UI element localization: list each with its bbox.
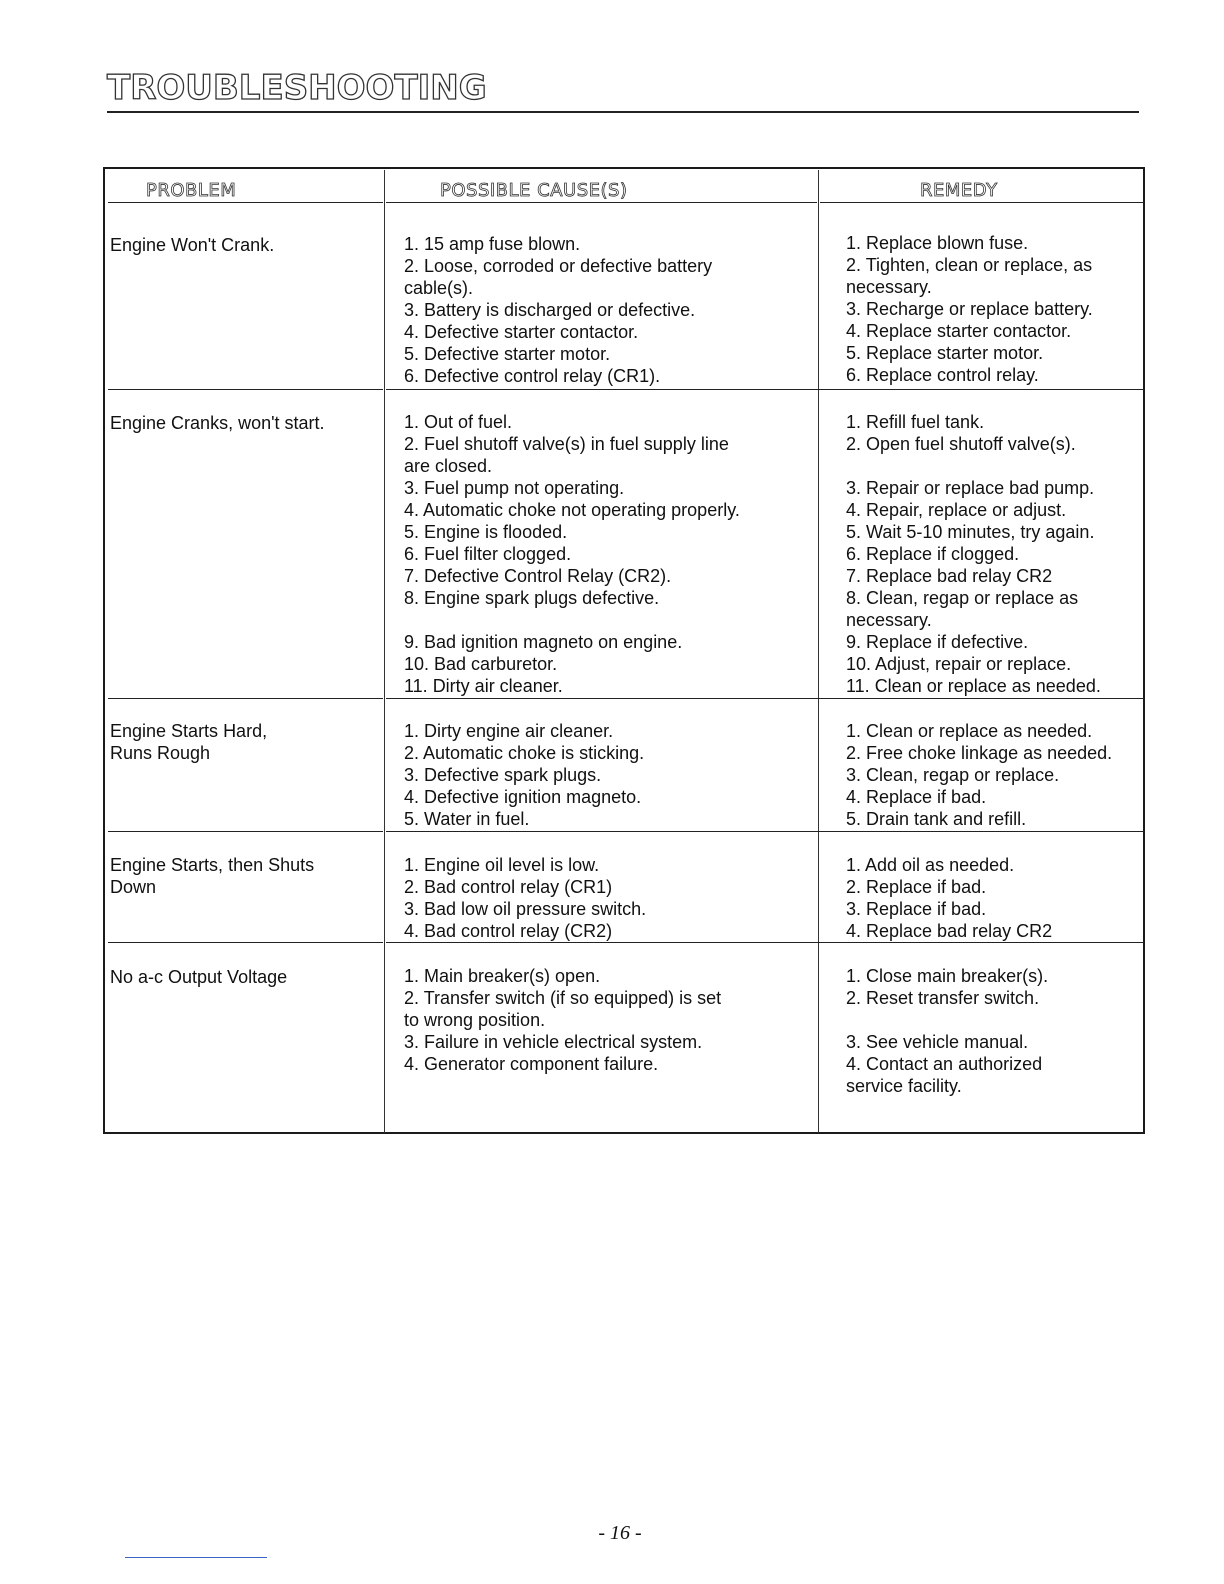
cause-line: are closed. [404, 456, 493, 476]
remedy-line: 6. Replace if clogged. [846, 544, 1020, 564]
remedy-line: 4. Repair, replace or adjust. [846, 500, 1067, 520]
cause-line: 4. Automatic choke not operating properly. [404, 500, 740, 520]
header-underline-remedy [820, 202, 1144, 203]
remedy-line: 3. See vehicle manual. [846, 1032, 1029, 1052]
cause-line: 5. Defective starter motor. [404, 344, 611, 364]
remedy-line: 3. Replace if bad. [846, 899, 987, 919]
row-divider [108, 698, 383, 699]
cause-line: 1. Main breaker(s) open. [404, 966, 601, 986]
problem-cell [110, 854, 380, 898]
causes-list [404, 233, 809, 387]
remedy-line [846, 1009, 1146, 1031]
remedy-line: 1. Close main breaker(s). [846, 966, 1049, 986]
problem-cell: Engine Cranks, won't start. [110, 413, 325, 433]
column-divider-problem-causes [384, 170, 385, 1133]
remedy-line: service facility. [846, 1076, 962, 1096]
cause-line: 5. Water in fuel. [404, 809, 530, 829]
remedy-line: 8. Clean, regap or replace as [846, 588, 1079, 608]
cause-line: 2. Fuel shutoff valve(s) in fuel supply line [404, 434, 729, 454]
column-divider-causes-remedy [818, 170, 819, 1133]
cause-line: 4. Defective ignition magneto. [404, 787, 642, 807]
cause-line: 2. Transfer switch (if so equipped) is set [404, 988, 722, 1008]
remedy-line: 11. Clean or replace as needed. [846, 676, 1101, 696]
header-remedy: REMEDY [920, 180, 998, 201]
cause-line: 10. Bad carburetor. [404, 654, 558, 674]
cause-line: 5. Engine is flooded. [404, 522, 568, 542]
cause-line: 7. Defective Control Relay (CR2). [404, 566, 672, 586]
problem-line: Runs Rough [110, 743, 211, 763]
remedy-line: 4. Replace bad relay CR2 [846, 921, 1053, 941]
header-underline-problem [108, 202, 383, 203]
cause-line: 1. Engine oil level is low. [404, 855, 600, 875]
remedy-line: 10. Adjust, repair or replace. [846, 654, 1072, 674]
remedy-line: 2. Tighten, clean or replace, as [846, 255, 1093, 275]
cause-line: 3. Failure in vehicle electrical system. [404, 1032, 703, 1052]
header-possible-causes: POSSIBLE CAUSE(S) [440, 180, 628, 201]
remedy-line: 2. Free choke linkage as needed. [846, 743, 1113, 763]
cause-line: 1. Dirty engine air cleaner. [404, 721, 614, 741]
remedy-line: 5. Drain tank and refill. [846, 809, 1027, 829]
cause-line [404, 609, 809, 631]
cause-line: 3. Bad low oil pressure switch. [404, 899, 647, 919]
remedies-list [846, 232, 1146, 386]
cause-line: cable(s). [404, 278, 474, 298]
cause-line: 3. Fuel pump not operating. [404, 478, 625, 498]
remedies-list [846, 854, 1146, 942]
cause-line: 4. Bad control relay (CR2) [404, 921, 613, 941]
row-divider [108, 831, 383, 832]
header-problem: PROBLEM [146, 180, 237, 201]
remedies-list [846, 965, 1146, 1097]
remedy-line: 7. Replace bad relay CR2 [846, 566, 1053, 586]
remedy-line: 3. Recharge or replace battery. [846, 299, 1093, 319]
row-divider [386, 831, 1144, 832]
cause-line: 11. Dirty air cleaner. [404, 676, 563, 696]
causes-list [404, 965, 809, 1075]
cause-line: 3. Defective spark plugs. [404, 765, 602, 785]
row-divider [386, 942, 1144, 943]
remedy-line: 4. Contact an authorized [846, 1054, 1043, 1074]
remedy-line [846, 455, 1146, 477]
row-divider [386, 389, 1144, 390]
page-title: TROUBLESHOOTING [107, 68, 487, 108]
remedy-line: 3. Repair or replace bad pump. [846, 478, 1095, 498]
remedy-line: 4. Replace starter contactor. [846, 321, 1072, 341]
cause-line: 2. Loose, corroded or defective battery [404, 256, 713, 276]
cause-line: 4. Generator component failure. [404, 1054, 659, 1074]
remedies-list [846, 720, 1146, 830]
causes-list [404, 854, 809, 942]
cause-line: 8. Engine spark plugs defective. [404, 588, 660, 608]
cause-line: 2. Automatic choke is sticking. [404, 743, 645, 763]
problem-cell: No a-c Output Voltage [110, 967, 288, 987]
remedy-line: 3. Clean, regap or replace. [846, 765, 1060, 785]
remedy-line: 5. Replace starter motor. [846, 343, 1044, 363]
scan-mark-line [125, 1557, 267, 1558]
row-divider [108, 389, 383, 390]
problem-cell [110, 720, 380, 764]
remedy-line: 1. Refill fuel tank. [846, 412, 985, 432]
problem-line: Down [110, 877, 157, 897]
remedy-line: necessary. [846, 277, 932, 297]
remedy-line: 1. Clean or replace as needed. [846, 721, 1093, 741]
remedy-line: 5. Wait 5-10 minutes, try again. [846, 522, 1095, 542]
causes-list [404, 720, 809, 830]
remedies-list [846, 411, 1146, 697]
cause-line: to wrong position. [404, 1010, 546, 1030]
remedy-line: 1. Add oil as needed. [846, 855, 1015, 875]
remedy-line: necessary. [846, 610, 932, 630]
causes-list [404, 411, 809, 697]
problem-line: Engine Starts Hard, [110, 721, 268, 741]
remedy-line: 2. Open fuel shutoff valve(s). [846, 434, 1076, 454]
cause-line: 9. Bad ignition magneto on engine. [404, 632, 683, 652]
header-underline-causes [386, 202, 817, 203]
title-underline [107, 111, 1139, 113]
remedy-line: 4. Replace if bad. [846, 787, 987, 807]
row-divider [108, 942, 383, 943]
cause-line: 6. Fuel filter clogged. [404, 544, 572, 564]
row-divider [386, 698, 1144, 699]
remedy-line: 1. Replace blown fuse. [846, 233, 1029, 253]
remedy-line: 9. Replace if defective. [846, 632, 1029, 652]
cause-line: 1. Out of fuel. [404, 412, 513, 432]
cause-line: 4. Defective starter contactor. [404, 322, 639, 342]
remedy-line: 6. Replace control relay. [846, 365, 1039, 385]
cause-line: 3. Battery is discharged or defective. [404, 300, 696, 320]
cause-line: 1. 15 amp fuse blown. [404, 234, 581, 254]
cause-line: 6. Defective control relay (CR1). [404, 366, 661, 386]
remedy-line: 2. Reset transfer switch. [846, 988, 1040, 1008]
problem-line: Engine Starts, then Shuts [110, 855, 315, 875]
cause-line: 2. Bad control relay (CR1) [404, 877, 613, 897]
problem-cell: Engine Won't Crank. [110, 235, 275, 255]
remedy-line: 2. Replace if bad. [846, 877, 987, 897]
page-number: - 16 - [598, 1522, 642, 1544]
